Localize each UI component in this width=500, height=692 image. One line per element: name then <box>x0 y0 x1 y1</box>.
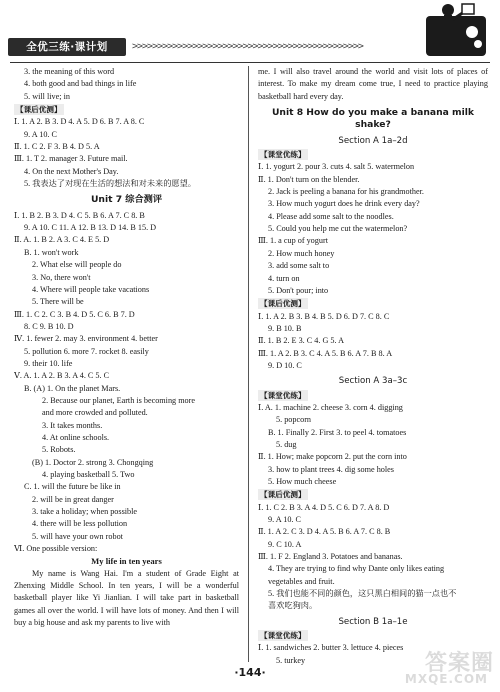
answer-line: Ⅱ. 1. Don't turn on the blender. <box>258 174 360 184</box>
answer-line: 5. turkey <box>276 655 306 665</box>
answer-line: 8. C 9. B 10. D <box>24 321 74 331</box>
answer-line: Ⅰ. 1. B 2. B 3. D 4. C 5. B 6. A 7. C 8. B <box>14 210 145 220</box>
answer-line: Ⅴ. A. 1. A 2. B 3. A 4. C 5. C <box>14 371 110 381</box>
answer-line: Ⅱ. A. 1. B 2. A 3. C 4. E 5. D <box>14 235 110 245</box>
section-tag: 【课后优测】 <box>16 105 62 115</box>
watermark-logo <box>374 646 494 690</box>
answer-line: 2. How much honey <box>268 248 335 258</box>
answer-line: Ⅱ. 1. B 2. E 3. C 4. G 5. A <box>258 336 345 346</box>
answer-line: 3. how to plant trees 4. dig some holes <box>268 464 394 474</box>
section-heading: Section A 1a–2d <box>338 135 408 146</box>
answer-line: Ⅵ. One possible version: <box>14 544 98 554</box>
answer-line: vegetables and fruit. <box>268 576 335 586</box>
section-heading: Section B 1a–1e <box>338 616 408 627</box>
answer-line: B. 1. Finally 2. First 3. to peel 4. tomatoes <box>268 427 407 437</box>
answer-line: Ⅰ. 1. yogurt 2. pour 3. cuts 4. salt 5. watermelon <box>258 162 415 172</box>
header-arrow-strip: >>>>>>>>>>>>>>>>>>>>>>>>>>>>>>>>>>>>>>>>>>>>>> <box>132 41 363 52</box>
essay-paragraph-continued: me. I will also travel around the world and visit lots of places of interest. To make my dream come true, I need to practice playing basketball hard every day. <box>258 67 488 101</box>
answer-line: Ⅱ. 1. C 2. F 3. B 4. D 5. A <box>14 142 100 152</box>
answer-line: 5. will have your own robot <box>32 531 123 541</box>
section-tag: 【课后优测】 <box>260 490 306 500</box>
page-number: ·144· <box>234 666 266 679</box>
answer-line: Ⅰ. 1. C 2. B 3. A 4. D 5. C 6. D 7. A 8. D <box>258 502 390 512</box>
answer-line: 5. dug <box>276 439 297 449</box>
right-answer-column <box>258 66 488 667</box>
answer-line: 4. there will be less pollution <box>32 519 128 529</box>
answer-line: 3. add some salt to <box>268 261 330 271</box>
answer-line: 4. both good and bad things in life <box>24 79 137 89</box>
answer-line: 2. Jack is peeling a banana for his grandmother. <box>268 187 424 197</box>
answer-line: and more crowded and polluted. <box>42 408 148 418</box>
section-tag: 【课堂优练】 <box>260 390 306 400</box>
section-heading: Section A 3a–3c <box>338 376 408 387</box>
answer-line: 2. What else will people do <box>32 260 122 270</box>
column-divider <box>248 66 249 662</box>
section-tag: 【课堂优练】 <box>260 631 306 641</box>
answer-line: B. 1. won't work <box>24 247 79 257</box>
answer-line: 5. Robots. <box>42 445 76 455</box>
answer-line: 9. A 10. C 11. A 12. B 13. D 14. B 15. D <box>24 223 157 233</box>
answer-line: 4. They are trying to find why Dante only likes eating <box>268 564 445 574</box>
answer-line: 5. There will be <box>32 297 84 307</box>
answer-line: Ⅰ. A. 1. machine 2. cheese 3. corn 4. digging <box>258 402 403 412</box>
watermark-text-1: 答案圈 <box>424 651 494 676</box>
answer-line: 喜欢吃狗肉。 <box>268 601 318 611</box>
answer-line: 2. will be in great danger <box>32 494 114 504</box>
watermark-text-2: MXQE.COM <box>404 672 488 686</box>
section-tag: 【课堂优练】 <box>260 150 306 160</box>
book-brand-title: 全优三练·课计划 <box>8 38 126 56</box>
answer-line: 9. A 10. C <box>268 515 301 525</box>
answer-line: Ⅰ. 1. A 2. B 3. B 4. B 5. D 6. D 7. C 8. C <box>258 311 390 321</box>
answer-line: Ⅰ. 1. A 2. B 3. D 4. A 5. D 6. B 7. A 8. C <box>14 117 145 127</box>
answer-line: Ⅲ. 1. C 2. C 3. B 4. D 5. C 6. B 7. D <box>14 309 135 319</box>
answer-line: 3. No, there won't <box>32 272 91 282</box>
answer-line: 9. A 10. C <box>24 129 57 139</box>
essay-title: My life in ten years <box>91 556 162 567</box>
answer-line: 4. playing basketball 5. Two <box>42 470 135 479</box>
answer-line: (B) 1. Doctor 2. strong 3. Chongqing <box>32 457 154 467</box>
unit-heading: Unit 8 How do you make a banana milk shake? <box>271 107 475 131</box>
header-rule <box>10 62 490 63</box>
answer-line: B. (A) 1. On the planet Mars. <box>24 383 121 393</box>
answer-line: Ⅲ. 1. A 2. B 3. C 4. A 5. B 6. A 7. B 8. A <box>258 348 393 358</box>
answer-line: 5. popcorn <box>276 415 312 425</box>
answer-line: 2. Because our planet, Earth is becoming more <box>42 395 196 405</box>
answer-line: C. 1. will the future be like in <box>24 482 121 492</box>
answer-line: Ⅲ. 1. F 2. England 3. Potatoes and bananas. <box>258 552 403 562</box>
answer-line: Ⅳ. 1. fewer 2. may 3. environment 4. better <box>14 334 158 344</box>
left-answer-column <box>14 66 239 629</box>
answer-line: 4. On the next Mother's Day. <box>24 166 119 176</box>
answer-line: 3. take a holiday; when possible <box>32 507 138 517</box>
answer-line: 9. C 10. A <box>268 539 302 549</box>
section-tag: 【课后优测】 <box>260 299 306 309</box>
mascot-illustration <box>420 2 492 60</box>
answer-line: Ⅱ. 1. A 2. C 3. D 4. A 5. B 6. A 7. C 8. B <box>258 527 391 537</box>
answer-line: 5. 我们也能不同的颜色，这只黑白相间的猫一点也不 <box>268 589 457 599</box>
answer-line: 9. B 10. B <box>268 323 302 333</box>
answer-line: Ⅰ. 1. sandwiches 2. butter 3. lettuce 4. pieces <box>258 643 404 653</box>
page-header <box>0 0 500 62</box>
answer-line: Ⅲ. 1. a cup of yogurt <box>258 236 328 246</box>
answer-line: 5. How much cheese <box>268 477 337 486</box>
answer-line: Ⅲ. 1. T 2. manager 3. Future mail. <box>14 154 128 164</box>
answer-line: 9. D 10. C <box>268 360 302 370</box>
essay-paragraph: My name is Wang Hai. I'm a student of Grade Eight at Zhenxing Middle School. In ten years, I will be a wonderful basketball player like Yi Jianlian. I will take part in basketball games all over the world. I will have lots of money. And then I will buy a big house and ask my parents to live with <box>14 568 239 628</box>
answer-line: 3. the meaning of this word <box>24 67 115 76</box>
unit-heading: Unit 7 综合测评 <box>90 194 163 206</box>
answer-line: 5. 我表达了对现在生活的想法和对未来的愿望。 <box>24 179 196 189</box>
answer-line: 5. pollution 6. more 7. rocket 8. easily <box>24 346 149 356</box>
answer-line: 5. Don't pour; into <box>268 285 329 295</box>
answer-line: 4. Where will people take vacations <box>32 284 150 294</box>
answer-line: 4. At online schools. <box>42 432 110 442</box>
answer-line: 5. will live; in <box>24 91 70 101</box>
answer-line: 4. Please add some salt to the noodles. <box>268 211 394 221</box>
answer-line: 4. turn on <box>268 273 300 283</box>
answer-line: 9. their 10. life <box>24 358 73 368</box>
answer-line: 5. Could you help me cut the watermelon? <box>268 224 408 234</box>
answer-line: Ⅱ. 1. How; make popcorn 2. put the corn into <box>258 452 407 462</box>
answer-line: 3. It takes months. <box>42 420 103 430</box>
answer-line: 3. How much yogurt does he drink every day? <box>268 199 420 209</box>
